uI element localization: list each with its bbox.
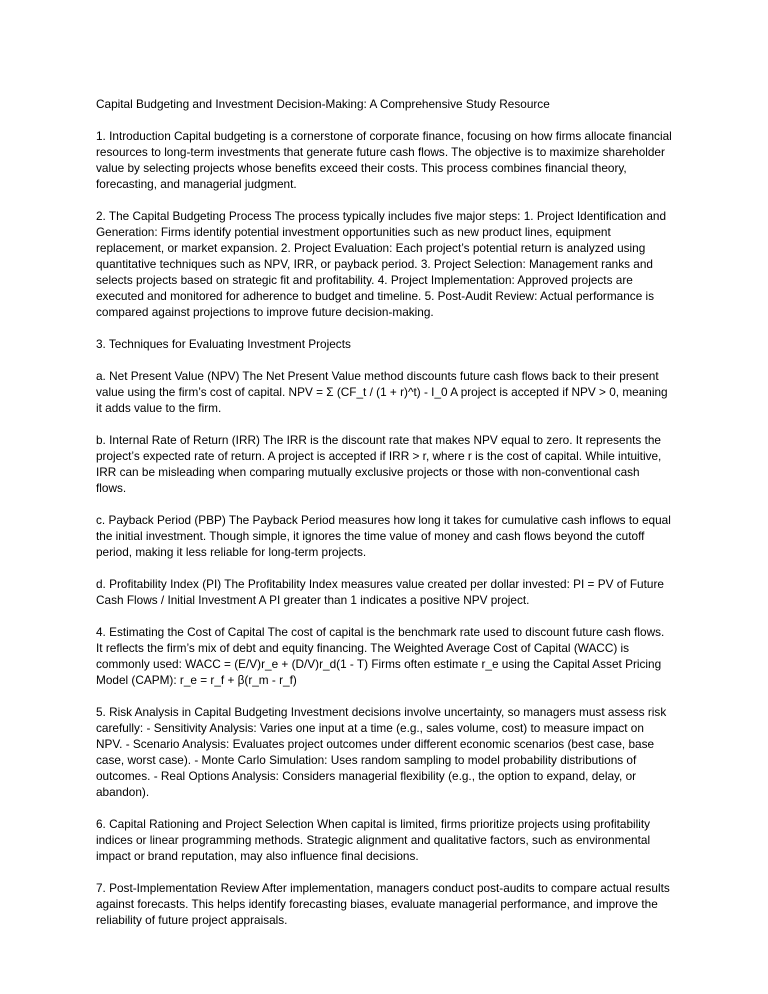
section-techniques-heading: 3. Techniques for Evaluating Investment Projects [96,337,351,351]
section-process: 2. The Capital Budgeting Process The process typically includes five major steps: 1. Project Identification and Generation: Firms identify potential investment opportunities such as new product lines, equipment replacement, or market expansion. 2. Project Evaluation: Each project’s potential return is analyzed using quantitative techniques such as NPV, IRR, or payback period. 3. Project Selection: Management ranks and selects projects based on strategic fit and profitability. 4. Project Implementation: Approved projects are executed and monitored for adherence to budget and timeline. 5. Post-Audit Review: Actual performance is compared against projections to improve future decision-making. [96,209,667,319]
section-cost-of-capital: 4. Estimating the Cost of Capital The cost of capital is the benchmark rate used to discount future cash flows. It reflects the firm’s mix of debt and equity financing. The Weighted Average Cost of Capital (WACC) is commonly used: WACC = (E/V)r_e + (D/V)r_d(1 - T) Firms often estimate r_e using the Capital Asset Pricing Model (CAPM): r_e = r_f + β(r_m - r_f) [96,625,665,687]
section-capital-rationing: 6. Capital Rationing and Project Selection When capital is limited, firms prioritize projects using profitability indices or linear programming methods. Strategic alignment and qualitative factors, such as environmental impact or brand reputation, may also influence final decisions. [96,817,651,863]
subsection-profitability-index: d. Profitability Index (PI) The Profitability Index measures value created per dollar invested: PI = PV of Future Cash Flows / Initial Investment A PI greater than 1 indicates a positive NPV project. [96,577,664,607]
section-introduction: 1. Introduction Capital budgeting is a cornerstone of corporate finance, focusing on how firms allocate financial resources to long-term investments that generate future cash flows. The objective is to maximize shareholder value by selecting projects whose benefits exceed their costs. This process combines financial theory, forecasting, and managerial judgment. [96,129,672,191]
document-title: Capital Budgeting and Investment Decision-Making: A Comprehensive Study Resource [96,97,550,111]
document-body [96,96,672,944]
section-risk-analysis: 5. Risk Analysis in Capital Budgeting Investment decisions involve uncertainty, so managers must assess risk carefully: - Sensitivity Analysis: Varies one input at a time (e.g., sales volume, cost) to measure impact on NPV. - Scenario Analysis: Evaluates project outcomes under different economic scenarios (best case, base case, worst case). - Monte Carlo Simulation: Uses random sampling to model probability distributions of outcomes. - Real Options Analysis: Considers managerial flexibility (e.g., the option to expand, delay, or abandon). [96,705,667,799]
section-post-implementation: 7. Post-Implementation Review After implementation, managers conduct post-audits to compare actual results against forecasts. This helps identify forecasting biases, evaluate managerial performance, and improve the reliability of future project appraisals. [96,881,670,927]
subsection-payback: c. Payback Period (PBP) The Payback Period measures how long it takes for cumulative cash inflows to equal the initial investment. Though simple, it ignores the time value of money and cash flows beyond the cutoff period, making it less reliable for long-term projects. [96,513,671,559]
subsection-irr: b. Internal Rate of Return (IRR) The IRR is the discount rate that makes NPV equal to zero. It represents the project’s expected rate of return. A project is accepted if IRR > r, where r is the cost of capital. While intuitive, IRR can be misleading when comparing mutually exclusive projects or those with non-conventional cash flows. [96,433,662,495]
subsection-npv: a. Net Present Value (NPV) The Net Present Value method discounts future cash flows back to their present value using the firm’s cost of capital. NPV = Σ (CF_t / (1 + r)^t) - I_0 A project is accepted if NPV > 0, meaning it adds value to the firm. [96,369,668,415]
